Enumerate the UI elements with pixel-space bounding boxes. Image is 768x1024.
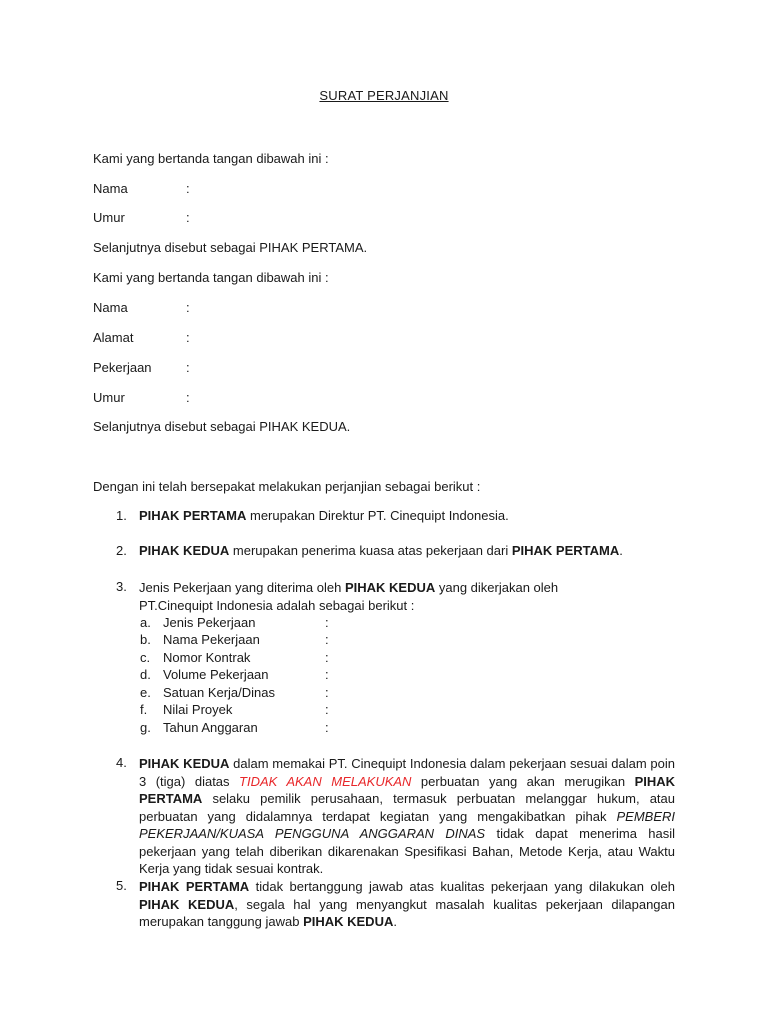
party2-field-pekerjaan	[93, 360, 190, 375]
field-colon: :	[186, 300, 190, 315]
field-label: Pekerjaan	[93, 360, 152, 375]
sub-item-b	[140, 632, 329, 647]
sub-label: Satuan Kerja/Dinas	[163, 685, 276, 700]
item-text: yang dikerjakan oleh	[435, 580, 559, 595]
sub-letter: e.	[140, 685, 151, 700]
sub-item-d	[140, 667, 329, 682]
field-label: Nama	[93, 300, 128, 315]
field-label: Umur	[93, 210, 125, 225]
emphasis-text: TIDAK AKAN MELAKUKAN	[239, 773, 412, 789]
item-number: 2.	[116, 543, 127, 558]
party-name: PIHAK PERTAMA	[139, 508, 247, 523]
item-text: tidak dapat menerima hasil pekerjaan yang telah diberikan dikarenakan Spesifikasi Bahan, Metode Kerja, atau Waktu Kerja yang tidak sesuai kontrak.	[139, 826, 675, 876]
sub-letter: a.	[140, 615, 151, 630]
field-colon: :	[325, 720, 329, 735]
item-text: perbuatan yang akan merugikan	[411, 773, 635, 789]
item-text: dalam memakai PT. Cinequipt Indonesia dalam pekerjaan sesuai dalam poin 3 (tiga) diatas	[139, 756, 675, 789]
agreement-intro: Dengan ini telah bersepakat melakukan perjanjian sebagai berikut :	[93, 479, 481, 494]
item-text: merupakan Direktur PT. Cinequipt Indonesia.	[246, 508, 509, 523]
item-text: tidak bertanggung jawab atas kualitas pekerjaan yang dilakukan oleh	[249, 879, 675, 894]
party-name: PIHAK PERTAMA	[139, 879, 250, 894]
party-name: PIHAK PERTAMA	[139, 773, 676, 806]
sub-item-f	[140, 702, 329, 717]
item-number: 5.	[116, 878, 127, 893]
sub-item-g	[140, 720, 329, 735]
sub-label: Nomor Kontrak	[163, 650, 251, 665]
sub-item-c	[140, 650, 329, 665]
agreement-item-2	[116, 543, 676, 558]
item-text: , segala hal yang menyangkut masalah kualitas pekerjaan dilapangan merupakan tanggung jawab	[139, 896, 675, 929]
field-label: Nama	[93, 181, 128, 196]
item-text-end: .	[619, 543, 623, 558]
sub-letter: c.	[140, 650, 151, 665]
field-colon: :	[186, 390, 190, 405]
agreement-item-3	[116, 579, 676, 614]
party-name: PIHAK KEDUA	[139, 896, 235, 912]
sub-letter: d.	[140, 667, 151, 682]
field-colon: :	[325, 702, 329, 717]
field-colon: :	[186, 210, 190, 225]
agreement-item-5	[116, 878, 676, 931]
field-colon: :	[325, 615, 329, 630]
party1-field-nama	[93, 181, 190, 196]
party-name: PIHAK KEDUA	[303, 914, 394, 929]
intro-text: Kami yang bertanda tangan dibawah ini :	[93, 151, 329, 166]
sub-label: Nama Pekerjaan	[163, 632, 260, 647]
field-colon: :	[186, 181, 190, 196]
item-text: merupakan penerima kuasa atas pekerjaan dari	[229, 543, 512, 558]
field-colon: :	[325, 667, 329, 682]
italic-text: PEMBERI PEKERJAAN/KUASA PENGGUNA ANGGARAN DINAS	[139, 808, 675, 841]
party-name: PIHAK KEDUA	[344, 580, 436, 595]
field-colon: :	[186, 360, 190, 375]
party2-field-nama	[93, 300, 190, 315]
sub-letter: g.	[140, 720, 151, 735]
field-colon: :	[325, 685, 329, 700]
party-name: PIHAK PERTAMA	[511, 543, 620, 558]
sub-item-a	[140, 615, 329, 630]
party-name: PIHAK KEDUA	[139, 543, 230, 558]
party2-field-alamat	[93, 330, 190, 345]
item-text-end: .	[393, 914, 397, 929]
sub-label: Volume Pekerjaan	[163, 667, 269, 682]
item-number: 3.	[116, 579, 127, 594]
item-number: 4.	[116, 755, 127, 770]
field-label: Umur	[93, 390, 125, 405]
party2-field-umur	[93, 390, 190, 405]
sub-letter: f.	[140, 702, 148, 717]
party2-closing: Selanjutnya disebut sebagai PIHAK KEDUA.	[93, 419, 351, 434]
sub-label: Tahun Anggaran	[163, 720, 258, 735]
item-text: PT.Cinequipt Indonesia adalah sebagai berikut :	[139, 597, 415, 613]
item-text: selaku pemilik perusahaan, termasuk perbuatan melanggar hukum, atau perbuatan yang didalamnya terdapat kegiatan yang mengakibatkan pihak	[139, 791, 675, 824]
sub-letter: b.	[140, 632, 151, 647]
field-colon: :	[325, 632, 329, 647]
party-name: PIHAK KEDUA	[139, 756, 230, 771]
sub-item-e	[140, 685, 329, 700]
party1-closing: Selanjutnya disebut sebagai PIHAK PERTAMA.	[93, 240, 368, 255]
item-number: 1.	[116, 508, 127, 523]
agreement-item-1	[116, 508, 676, 523]
party1-field-umur	[93, 210, 190, 225]
field-label: Alamat	[93, 330, 134, 345]
sub-label: Nilai Proyek	[163, 702, 233, 717]
intro-text-2: Kami yang bertanda tangan dibawah ini :	[93, 270, 329, 285]
document-title: SURAT PERJANJIAN	[319, 88, 449, 103]
item-text: Jenis Pekerjaan yang diterima oleh	[139, 580, 345, 595]
field-colon: :	[186, 330, 190, 345]
field-colon: :	[325, 650, 329, 665]
sub-label: Jenis Pekerjaan	[163, 615, 256, 630]
agreement-item-4	[116, 755, 676, 878]
